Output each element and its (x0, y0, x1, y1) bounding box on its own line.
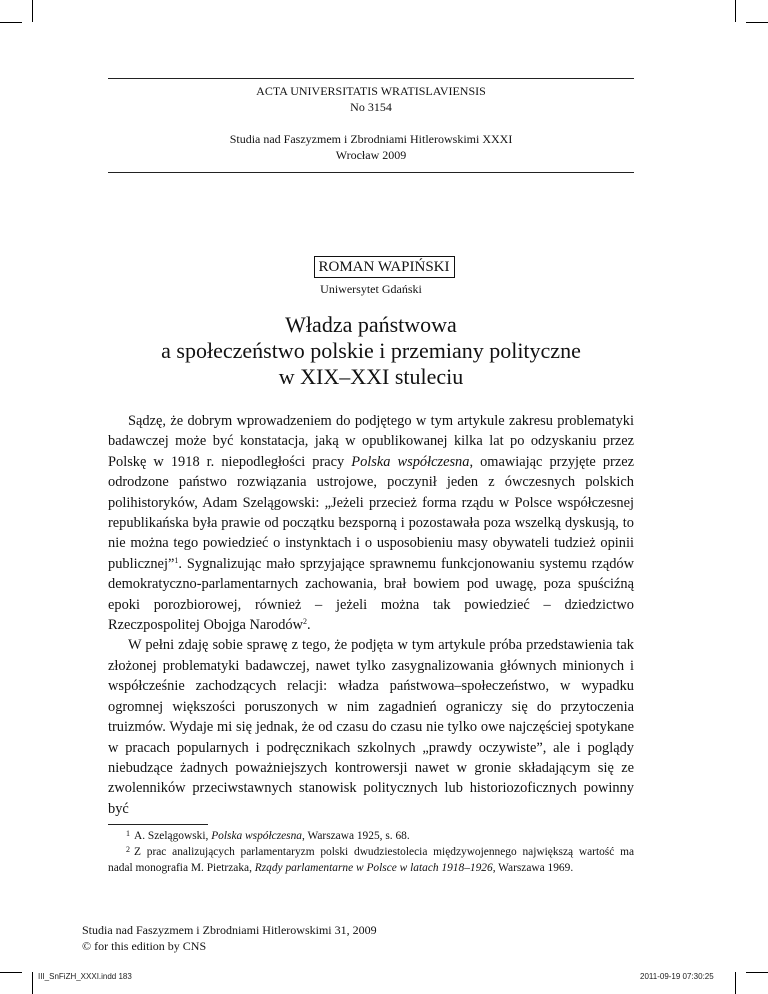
crop-mark (746, 22, 768, 23)
crop-mark (0, 972, 22, 973)
crop-mark (32, 0, 33, 22)
crop-mark (735, 972, 736, 994)
header-rule-bottom (108, 172, 634, 173)
author-name: ROMAN WAPIŃSKI (314, 256, 455, 278)
article-title (108, 312, 634, 390)
author-block (0, 256, 768, 278)
crop-mark (32, 972, 33, 994)
footnote-ref-2[interactable]: 2 (303, 617, 308, 627)
slug-timestamp: 2011-09-19 07:30:25 (640, 972, 714, 981)
footnote-ref-1[interactable]: 1 (174, 555, 179, 565)
crop-mark (746, 972, 768, 973)
header-rule-top (108, 78, 634, 79)
author-affiliation: Uniwersytet Gdański (320, 282, 422, 296)
journal-header (108, 83, 634, 163)
footnote-rule (108, 824, 208, 825)
imprint (82, 922, 377, 954)
footnote-1: $^1$ A. Szelągowski, Polska współczesna, Warszawa 1925, s. 68. (126, 829, 410, 842)
paragraph-1: Sądzę, że dobrym wprowadzeniem do podjętego w tym artykule zakresu problematyki badawczej może być konstatacja, jaką w opublikowanej kilka lat po odzyskaniu przez Polskę w 1918 r. niepodległości pracy Polska współczesna, omawiając przyjęte przez odrodzone państwo rozwiązania ustrojowe, poczynił jeden z ówczesnych polskich polihistoryków, Adam Szelągowski: „Jeżeli przecież forma rządu w Polsce współczesnej republikańska była prawie od początku bezsporną i pozostawała poza wszelką dyskusją, to nie można tego powiedzieć o instynktach i o usposobieniu masy obywateli tudzież opinii publicznej”$^1$. Sygnalizując mało sprzyjające sprawnemu funkcjonowaniu systemu rządów demokratyczno-parlamentarnych zachowania, brał bowiem pod uwagę, poza spuściźną epoki porozbiorowej, również – jeżeli można tak powiedzieć – dziedzictwo Rzeczpospolitej Obojga Narodów$^2$. (108, 413, 634, 634)
article-body (108, 411, 634, 819)
title-line-2: a społeczeństwo polskie i przemiany polityczne (161, 338, 581, 363)
imprint-line-1: Studia nad Faszyzmem i Zbrodniami Hitlerowskimi 31, 2009 (82, 923, 377, 937)
footnote-2: $^2$ Z prac analizujących parlamentaryzm polski dwudziestolecia międzywojennego największą wartość ma nadal monografia M. Pietrzaka, Rządy parlamentarne w Polsce w latach 1918–1926, Warszawa 1969. (108, 845, 634, 874)
title-line-3: w XIX–XXI stuleciu (278, 364, 464, 389)
footnotes (108, 828, 634, 876)
paragraph-2: W pełni zdaję sobie sprawę z tego, że podjęta w tym artykule próba przedstawienia tak złożonej problematyki badawczej, nawet tylko zasygnalizowania głównych minionych i współcześnie zachodzących relacji: władza państwowa–społeczeństwo, w wypadku ogromnej większości poruszonych w nim zagadnień ograniczy się do przytoczenia truizmów. Wydaje mi się jednak, że od czasu do czasu nie tylko owe najczęściej spotykane w pracach popularnych i podręcznikach szkolnych „prawdy oczywiste”, ale i poglądy niebudzące żadnych poważniejszych kontrowersji nawet w gronie składającym się ze zwolenników przeciwstawnych stanowisk politycznych lub historiozoficznych powinny być (108, 637, 634, 817)
journal-series: Studia nad Faszyzmem i Zbrodniami Hitlerowskimi XXXI (229, 132, 513, 146)
journal-place-year: Wrocław 2009 (335, 148, 407, 162)
cited-title: Polska współczesna (351, 453, 470, 470)
slug-file: III_SnFiZH_XXXI.indd 183 (38, 972, 132, 981)
journal-name: ACTA UNIVERSITATIS WRATISLAVIENSIS (256, 84, 486, 98)
crop-mark (735, 0, 736, 22)
journal-number: No 3154 (350, 100, 392, 114)
crop-mark (0, 22, 22, 23)
imprint-line-2: © for this edition by CNS (82, 939, 207, 953)
title-line-1: Władza państwowa (285, 312, 457, 337)
